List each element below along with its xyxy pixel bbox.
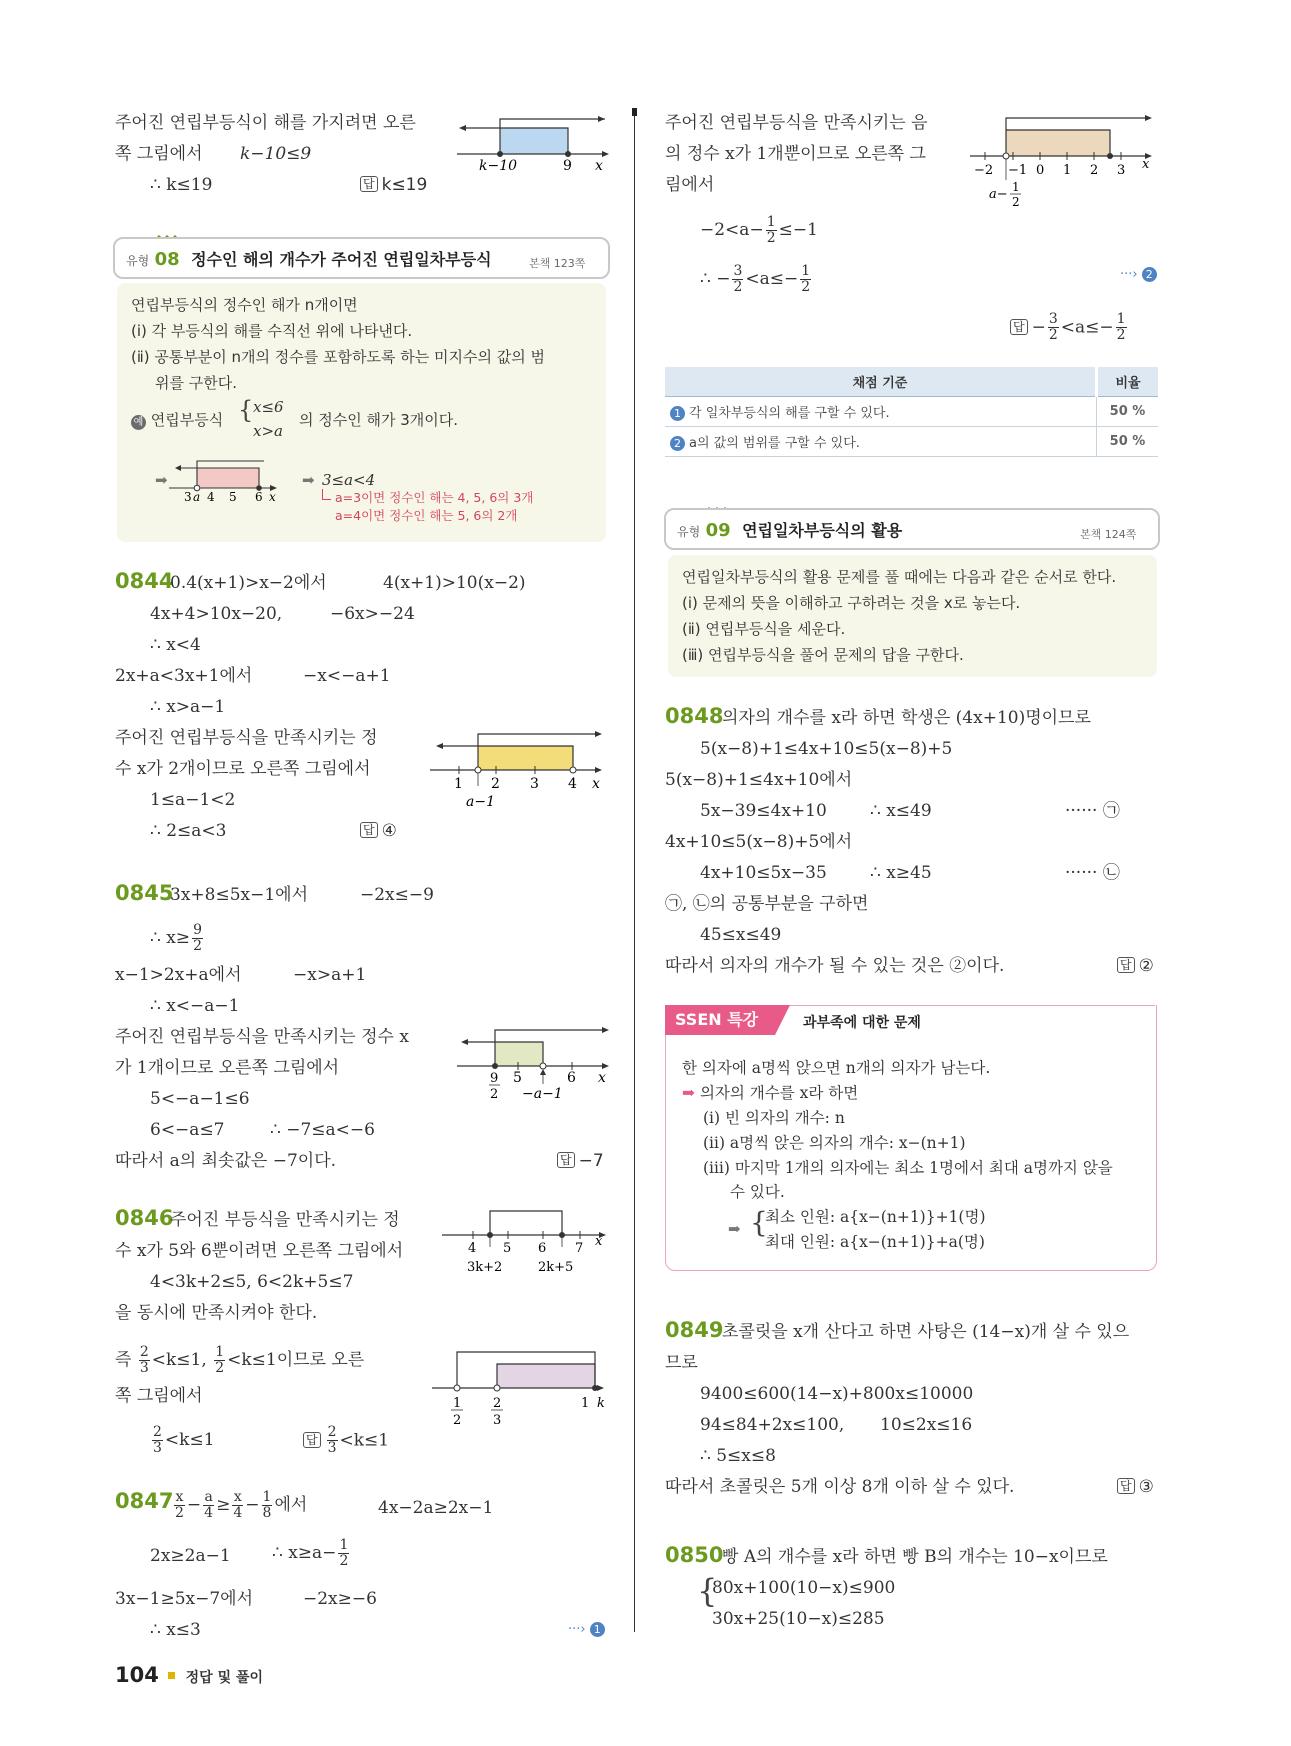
type-reference: 본책 124쪽: [1080, 528, 1137, 541]
tick-label: a: [193, 490, 201, 503]
text-line: 빵 A의 개수를 x라 하면 빵 B의 개수는 10−x이므로: [722, 1547, 1108, 1567]
problem-number: 0850: [665, 1543, 724, 1567]
tick-label: 3: [1117, 163, 1126, 178]
tick-label: 1: [454, 776, 463, 792]
brace-icon: {: [238, 396, 254, 424]
divider-marker: [632, 108, 637, 116]
math-expression: 10≤2x≤16: [880, 1415, 973, 1435]
math-expression: $\frac{2}{3}$ <k≤1: [153, 1424, 215, 1456]
math-expression: −x>a+1: [293, 965, 367, 985]
math-expression: ∴ x≥a− $\frac{1}{2}$: [272, 1537, 349, 1569]
text-line: 주어진 연립부등식을 만족시키는 정수 x: [115, 1027, 409, 1047]
ssen-title: 과부족에 대한 문제: [803, 1015, 921, 1031]
ssen-badge: SSEN 특강: [675, 1010, 759, 1029]
text-line: 초콜릿을 x개 산다고 하면 사탕은 (14−x)개 살 수 있으: [722, 1322, 1130, 1342]
solution-region: [500, 128, 568, 154]
closed-point: [497, 151, 503, 157]
problem-0847: [115, 1490, 173, 1514]
math-expression: ∴ x<4: [150, 635, 201, 655]
step-marker: ···› 1: [568, 1619, 609, 1641]
ssen-line: (ⅰ) 빈 의자의 개수: n: [703, 1109, 845, 1127]
point-label: 2: [1012, 195, 1020, 209]
tick-label: 4: [207, 490, 215, 503]
tick-label: 2: [491, 776, 500, 792]
tick-label: 4: [568, 776, 577, 792]
text-line: 수 x가 5와 6뿐이려면 오른쪽 그림에서: [115, 1241, 404, 1261]
problem-number: 0847: [115, 1489, 174, 1513]
answer-icon: 답: [1117, 1478, 1135, 1494]
answer: 답 − $\frac{3}{2}$ <a≤− $\frac{1}{2}$: [1010, 312, 1129, 343]
answer-icon: 답: [360, 176, 378, 192]
problem-number: 0844: [115, 569, 174, 593]
ssen-line: (ⅱ) a명씩 앉은 의자의 개수: x−(n+1): [703, 1134, 966, 1152]
problem-0844: [115, 570, 173, 594]
concept-box: [117, 283, 606, 542]
criterion-number: 1: [670, 406, 685, 421]
math-expression: 5<−a−1≤6: [150, 1089, 250, 1109]
type-title: 정수인 해의 개수가 주어진 연립일차부등식: [191, 250, 492, 269]
concept-line: (ⅰ) 각 부등식의 해를 수직선 위에 나타낸다.: [131, 322, 413, 340]
closed-point: [592, 1385, 598, 1391]
equation-tag: ······ ㉡: [1065, 863, 1120, 883]
open-point: [570, 767, 576, 773]
solution-region: [197, 468, 259, 488]
tick-label: 3: [493, 1413, 502, 1428]
concept-line: 연립일차부등식의 활용 문제를 풀 때에는 다음과 같은 순서로 한다.: [682, 568, 1117, 586]
math-expression: ∴ x>a−1: [150, 697, 226, 717]
solution-region: [497, 1364, 595, 1388]
solution-region: [495, 1042, 543, 1066]
example-line: 예 연립부등식: [131, 409, 223, 431]
open-point: [1003, 153, 1009, 159]
text-line: 주어진 연립부등식을 만족시키는 정: [115, 728, 378, 748]
math-expression: 5(x−8)+1≤4x+10에서: [665, 770, 853, 790]
text-line: 따라서 a의 최솟값은 −7이다.: [115, 1151, 337, 1171]
step-marker: ···› 2: [1120, 264, 1161, 286]
table-row: 2 a의 값의 범위를 구할 수 있다. 50 %: [665, 427, 1158, 457]
math-expression: 즉 $\frac{2}{3}$ <k≤1, $\frac{1}{2}$ <k≤1이므로 오른: [115, 1344, 365, 1376]
text-line: 수 x가 2개이므로 오른쪽 그림에서: [115, 759, 371, 779]
axis-label: x: [592, 776, 600, 792]
concept-line: (ⅲ) 연립부등식을 풀어 문제의 답을 구한다.: [682, 646, 964, 664]
solution-region: [478, 746, 573, 770]
example-badge: 예: [131, 415, 146, 430]
text-line: 을 동시에 만족시켜야 한다.: [115, 1303, 318, 1323]
number-line-figure: [440, 1205, 610, 1280]
wave-decoration: [155, 226, 181, 232]
tick-label: 4: [468, 1241, 477, 1256]
arrow-icon: ➡: [728, 1220, 741, 1238]
tick-label: 7: [575, 1241, 584, 1256]
math-expression: 4(x+1)>10(x−2): [383, 573, 526, 593]
math-expression: k−10≤9: [240, 144, 312, 164]
math-expression: 80x+100(10−x)≤900: [712, 1578, 896, 1598]
math-expression: 30x+25(10−x)≤285: [712, 1609, 885, 1629]
text-line: 므로: [665, 1353, 698, 1373]
tick-label: 2: [493, 1396, 502, 1411]
arrow-icon: ➡: [302, 471, 315, 489]
tick-label: 2: [1090, 163, 1099, 178]
math-expression: $\frac{x}{2}$ − $\frac{a}{4}$ ≥ $\frac{x}{4}$ − $\frac{1}{8}$ 에서: [175, 1489, 308, 1521]
open-point: [475, 767, 481, 773]
point-label: a−1: [466, 794, 495, 810]
example-note: a=4이면 정수인 해는 5, 6의 2개: [335, 508, 518, 523]
math-expression: 4x+10≤5(x−8)+5에서: [665, 832, 853, 852]
point-label: 1: [1012, 180, 1020, 194]
axis-label: x: [269, 490, 276, 503]
footer-bullet-icon: [168, 1672, 175, 1679]
closed-point: [487, 1232, 493, 1238]
math-expression: 4<3k+2≤5, 6<2k+5≤7: [150, 1272, 354, 1292]
number-line-figure: [455, 1020, 615, 1110]
text-line: 쪽 그림에서: [115, 1386, 203, 1406]
problem-0845: [115, 882, 173, 906]
table-header: 채점 기준: [665, 367, 1097, 397]
math-expression: 94≤84+2x≤100,: [700, 1415, 845, 1435]
text-line: 주어진 연립부등식이 해를 가지려면 오른: [115, 113, 416, 133]
math-expression: 1≤a−1<2: [150, 790, 236, 810]
type-title: 연립일차부등식의 활용: [742, 521, 903, 540]
criterion-number: 2: [670, 436, 685, 451]
concept-line: (ⅱ) 공통부분이 n개의 정수를 포함하도록 하는 미지수의 값의 범: [131, 348, 545, 366]
math-expression: 5(x−8)+1≤4x+10≤5(x−8)+5: [700, 739, 953, 759]
math-expression: 4x−2a≥2x−1: [378, 1498, 494, 1518]
text-line: 따라서 의자의 개수가 될 수 있는 것은 ②이다.: [665, 956, 1005, 976]
math-expression: ∴ 5≤x≤8: [700, 1446, 776, 1466]
math-expression: ∴ −7≤a<−6: [270, 1120, 375, 1140]
closed-point: [492, 1063, 498, 1069]
tick-label: 9: [490, 1071, 499, 1086]
tick-label: 1: [581, 1396, 590, 1411]
text-line: 쪽 그림에서: [115, 144, 203, 164]
tick-label: 1: [453, 1396, 462, 1411]
problem-number: 0849: [665, 1318, 724, 1342]
concept-line: 연립부등식의 정수인 해가 n개이면: [131, 296, 358, 314]
brace-icon: {: [697, 1572, 718, 1610]
math-expression: −2x≥−6: [303, 1589, 377, 1609]
answer: 답 ②: [1117, 955, 1154, 977]
tick-label: 5: [229, 490, 237, 503]
problem-0850: [665, 1544, 723, 1568]
type-label: 유형: [126, 254, 150, 268]
math-expression: 6<−a≤7: [150, 1120, 225, 1140]
type-reference: 본책 123쪽: [529, 257, 586, 270]
math-expression: 45≤x≤49: [700, 925, 782, 945]
concept-line: (ⅱ) 연립부등식을 세운다.: [682, 620, 846, 638]
point-label: 2k+5: [538, 1260, 574, 1275]
ssen-line: 한 의자에 a명씩 앉으면 n개의 의자가 남는다.: [682, 1059, 991, 1077]
math-expression: 2x+a<3x+1에서: [115, 666, 253, 686]
tick-label: 9: [563, 158, 572, 174]
closed-point: [565, 151, 571, 157]
table-row: 1 각 일차부등식의 해를 구할 수 있다. 50 %: [665, 397, 1158, 427]
wave-decoration: [705, 498, 731, 504]
system-line: x>a: [253, 422, 283, 440]
math-expression: ∴ x<−a−1: [150, 996, 240, 1016]
math-expression: ∴ 2≤a<3: [150, 821, 227, 841]
open-point: [494, 1385, 500, 1391]
tick-label: 2: [490, 1087, 499, 1102]
tick-label: k−10: [479, 158, 518, 174]
text-line: ㉠, ㉡의 공통부분을 구하면: [665, 894, 869, 914]
example-result: 3≤a<4: [322, 471, 376, 489]
answer-icon: 답: [1117, 957, 1135, 973]
math-expression: ∴ x≤49: [870, 801, 932, 821]
point-label: −a−1: [522, 1086, 563, 1102]
arrow-icon: ➡: [682, 1084, 695, 1102]
answer: 답 −7: [557, 1150, 604, 1172]
brace-icon: {: [750, 1206, 768, 1239]
type-number: 09: [705, 520, 731, 541]
tick-label: 3: [530, 776, 539, 792]
table-header: 비율: [1097, 367, 1159, 397]
text-line: 림에서: [665, 175, 715, 195]
tick-label: 3: [184, 490, 192, 503]
math-expression: 4x+4>10x−20,: [150, 604, 283, 624]
number-line-figure: [169, 451, 279, 503]
ssen-line: (ⅲ) 마지막 1개의 의자에는 최소 1명에서 최대 a명까지 앉을: [703, 1159, 1113, 1177]
math-expression: 3x−1≥5x−7에서: [115, 1589, 254, 1609]
text-line: 가 1개이므로 오른쪽 그림에서: [115, 1058, 340, 1078]
answer: 답 ③: [1117, 1476, 1154, 1498]
concept-line: 위를 구한다.: [155, 374, 237, 392]
math-expression: ∴ x≥ $\frac{9}{2}$: [150, 922, 202, 954]
math-expression: 4x+10≤5x−35: [700, 863, 827, 883]
math-expression: 5x−39≤4x+10: [700, 801, 827, 821]
closed-point: [1107, 153, 1113, 159]
tick-label: −1: [1008, 163, 1028, 178]
answer-icon: 답: [1010, 319, 1028, 335]
text-line: 의자의 개수를 x라 하면 학생은 (4x+10)명이므로: [722, 708, 1091, 728]
text-line: 주어진 연립부등식을 만족시키는 음: [665, 113, 928, 133]
math-expression: ∴ x≤3: [150, 1620, 201, 1640]
tick-label: −2: [974, 163, 994, 178]
example-line: 의 정수인 해가 3개이다.: [299, 411, 459, 429]
example-note: a=3이면 정수인 해는 4, 5, 6의 3개: [335, 490, 534, 505]
answer: 답 $\frac{2}{3}$ <k≤1: [303, 1425, 389, 1456]
point-label: 3k+2: [467, 1260, 503, 1275]
equation-tag: ······ ㉠: [1065, 801, 1120, 821]
tick-label: 2: [453, 1413, 462, 1428]
problem-number: 0845: [115, 881, 174, 905]
math-expression: ∴ k≤19: [150, 175, 213, 195]
problem-number: 0848: [665, 704, 724, 728]
number-line-figure: [430, 1348, 610, 1438]
axis-label: x: [595, 1234, 603, 1249]
text-line: 따라서 초콜릿은 5개 이상 8개 이하 살 수 있다.: [665, 1477, 1015, 1497]
type-header: [126, 247, 492, 270]
answer-icon: 답: [360, 822, 378, 838]
tick-label: 5: [503, 1241, 512, 1256]
problem-0846: [115, 1207, 173, 1231]
problem-0849: [665, 1319, 723, 1343]
open-point: [454, 1385, 460, 1391]
arrow-icon: ➡: [155, 471, 168, 489]
open-point: [540, 1063, 546, 1069]
problem-number: 0846: [115, 1206, 174, 1230]
system-line: x≤6: [253, 398, 284, 416]
math-expression: 0.4(x+1)>x−2에서: [170, 573, 327, 593]
footer-text: 정답 및 풀이: [185, 1670, 264, 1686]
ssen-line: 수 있다.: [730, 1183, 785, 1201]
answer: 답 k≤19: [360, 174, 427, 196]
number-line-figure: [428, 722, 608, 814]
ssen-line: 최소 인원: a{x−(n+1)}+1(명): [765, 1208, 986, 1226]
number-line-figure: [968, 108, 1163, 213]
tick-label: 6: [255, 490, 263, 503]
number-line-figure: [455, 105, 615, 175]
note-bracket: [322, 489, 331, 500]
axis-label: k: [597, 1396, 605, 1411]
closed-point: [559, 1232, 565, 1238]
axis-label: x: [1142, 157, 1150, 172]
math-expression: ∴ x≥45: [870, 863, 932, 883]
tick-label: 5: [513, 1070, 522, 1086]
math-expression: −6x>−24: [330, 604, 415, 624]
type-number: 08: [154, 249, 180, 270]
math-expression: −x<−a+1: [303, 666, 391, 686]
concept-box: [668, 555, 1157, 677]
axis-label: x: [595, 158, 603, 174]
tick-label: 1: [1063, 163, 1072, 178]
math-expression: 3x+8≤5x−1에서: [170, 885, 309, 905]
ssen-line: 최대 인원: a{x−(n+1)}+a(명): [765, 1233, 985, 1251]
answer-icon: 답: [303, 1432, 321, 1448]
column-divider: [634, 112, 635, 1632]
tick-label: 6: [538, 1241, 547, 1256]
math-expression: −2<a− $\frac{1}{2}$ ≤−1: [700, 214, 818, 246]
tick-label: 6: [567, 1070, 576, 1086]
grading-table: [665, 367, 1158, 457]
math-expression: 2x≥2a−1: [150, 1546, 231, 1566]
axis-label: x: [598, 1070, 606, 1086]
type-label: 유형: [677, 525, 701, 539]
concept-line: (ⅰ) 문제의 뜻을 이해하고 구하려는 것을 x로 놓는다.: [682, 594, 1021, 612]
ssen-line: ➡ 의자의 개수를 x라 하면: [682, 1084, 859, 1102]
math-expression: x−1>2x+a에서: [115, 965, 242, 985]
math-expression: 9400≤600(14−x)+800x≤10000: [700, 1384, 974, 1404]
math-expression: ∴ − $\frac{3}{2}$ <a≤− $\frac{1}{2}$: [700, 263, 811, 295]
text-line: 의 정수 x가 1개뿐이므로 오른쪽 그: [665, 144, 926, 164]
text-line: 주어진 부등식을 만족시키는 정: [170, 1210, 400, 1230]
math-expression: −2x≤−9: [360, 885, 434, 905]
answer: 답 ④: [360, 820, 397, 842]
page-number: 104: [115, 1663, 159, 1687]
point-label: a−: [989, 187, 1008, 202]
problem-0848: [665, 705, 723, 729]
type-header: [677, 518, 902, 541]
page-footer: [115, 1664, 263, 1689]
answer-icon: 답: [557, 1152, 575, 1168]
tick-label: 0: [1036, 163, 1045, 178]
